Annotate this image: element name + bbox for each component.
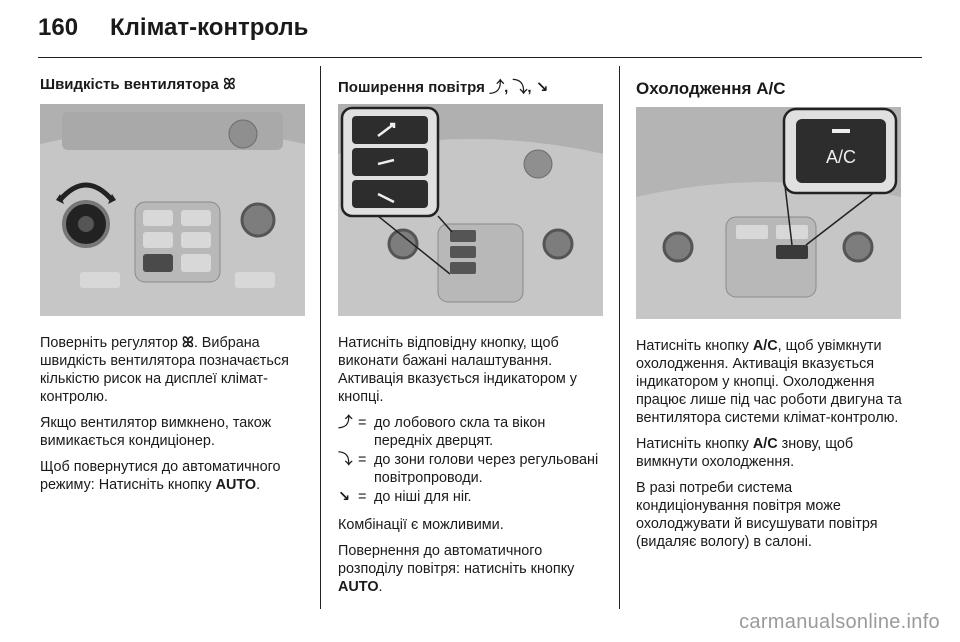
head-airflow-icon: ⤵ [338, 452, 353, 468]
air-distribution-title: Поширення повітря ⤴, ⤵, ↘ [338, 79, 549, 96]
chapter-title: Клімат-контроль [110, 14, 309, 41]
airflow-icons: ⤴, ⤵, ↘ [489, 79, 549, 96]
ac-cooling-section [636, 66, 906, 559]
fan-speed-paragraph-1: Поверніть регулятор ꕤ. Вибрана швидкість вентилятора позначається кількістю рисок на дисплеї клімат-контролю. [40, 335, 289, 405]
page-number: 160 [38, 14, 79, 41]
ac-button-label: A/C [825, 147, 857, 167]
fan-speed-paragraph-2: Якщо вентилятор вимкнено, також вимикається кондиціонер. [40, 415, 272, 449]
air-distribution-paragraph-2: Комбінації є можливими. [338, 517, 504, 533]
airflow-definition-list [338, 414, 604, 506]
foot-airflow-icon: ↘ [338, 489, 351, 505]
page-header [38, 14, 308, 44]
fan-speed-figure [40, 104, 305, 316]
fan-speed-section [40, 66, 305, 502]
watermark: carmanualsonline.info [739, 611, 940, 633]
air-distribution-figure [338, 104, 603, 316]
auto-keyword: AUTO [338, 579, 379, 595]
column-divider-2 [619, 66, 620, 609]
windshield-airflow-icon: ⤴ [338, 415, 353, 431]
auto-keyword: AUTO [215, 477, 257, 493]
fan-icon: ꕤ [181, 335, 194, 351]
airflow-item-head: ⤵ = до зони голови через регульовані повітропроводи. [338, 452, 599, 486]
header-rule [38, 57, 922, 58]
air-distribution-section [338, 66, 604, 604]
ac-cooling-figure [636, 107, 901, 319]
fan-speed-title: Швидкість вентилятора ꕤ [40, 76, 236, 93]
ac-paragraph-1: Натисніть кнопку A/C, щоб увімкнути охолодження. Активація вказується індикатором у кнопці. Охолодження працює лише під час роботи двигуна та вентилятора системи клімат-контролю. [636, 338, 902, 426]
air-distribution-paragraph-1: Натисніть відповідну кнопку, щоб виконати бажані налаштування. Активація вказується індикатором у кнопці. [338, 335, 577, 405]
fan-icon: ꕤ [223, 76, 236, 93]
ac-cooling-title: Охолодження A/C [636, 79, 786, 98]
ac-keyword: A/C [752, 436, 778, 452]
column-divider-1 [320, 66, 321, 609]
ac-paragraph-2: Натисніть кнопку A/C знову, щоб вимкнути охолодження. [636, 436, 854, 470]
airflow-item-windshield: ⤴ = до лобового скла та вікон передніх дверцят. [338, 415, 546, 449]
air-distribution-paragraph-3: Повернення до автоматичного розподілу повітря: натисніть кнопку AUTO. [338, 543, 575, 595]
airflow-item-foot: ↘ = до ніші для ніг. [338, 489, 472, 505]
fan-speed-paragraph-3: Щоб повернутися до автоматичного режиму: Натисніть кнопку AUTO. [40, 459, 281, 493]
ac-paragraph-3: В разі потреби система кондиціонування повітря може охолоджувати й висушувати повітря (видаляє вологу) в салоні. [636, 480, 878, 550]
ac-keyword: A/C [752, 338, 778, 354]
